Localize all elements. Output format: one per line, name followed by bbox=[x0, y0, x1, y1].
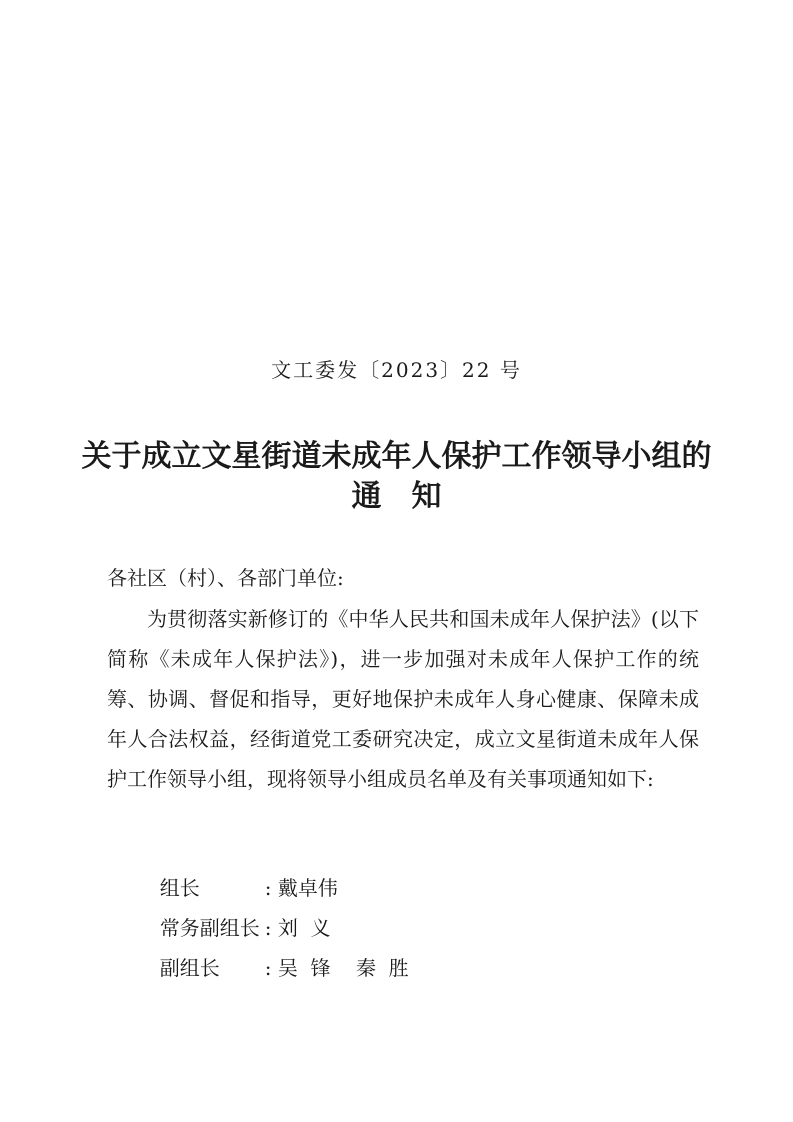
member-role-colon: : bbox=[264, 956, 278, 980]
role-char: 常 bbox=[159, 916, 180, 940]
role-char: 长 bbox=[199, 956, 220, 980]
role-char: 务 bbox=[179, 916, 200, 940]
member-row-deputy bbox=[147, 923, 409, 983]
member-role-colon: : bbox=[264, 916, 278, 940]
role-char: 组 bbox=[219, 916, 240, 940]
role-char: 副 bbox=[159, 956, 180, 980]
member-names-deputy: 吴 锋 秦 胜 bbox=[277, 956, 409, 980]
role-char: 组 bbox=[179, 956, 200, 980]
role-char: 长 bbox=[179, 876, 200, 900]
role-char: 副 bbox=[199, 916, 220, 940]
role-char: 长 bbox=[239, 916, 260, 940]
member-role-deputy bbox=[160, 953, 265, 983]
member-names-leader: 戴卓伟 bbox=[277, 876, 338, 900]
document-number: 文工委发〔2023〕22 号 bbox=[271, 358, 522, 382]
body-paragraph: 为贯彻落实新修订的《中华人民共和国未成年人保护法》(以下简称《未成年人保护法》)，进一步加强对未成年人保护工作的统筹、协调、督促和指导，更好地保护未成年人身心健康、保障未成年人合法权益，经街道党工委研究决定，成立文星街道未成年人保护工作领导小组，现将领导小组成员名单及有关事项通知如下: bbox=[107, 607, 699, 791]
role-char: 组 bbox=[159, 876, 180, 900]
member-names-executive-deputy: 刘 义 bbox=[277, 916, 331, 940]
salutation: 各社区（村）、各部门单位: bbox=[107, 566, 344, 590]
document-title-line-1: 关于成立文星街道未成年人保护工作领导小组的 bbox=[81, 439, 712, 474]
document-title-line-2: 通知 bbox=[351, 479, 472, 514]
member-role-colon: : bbox=[264, 876, 278, 900]
